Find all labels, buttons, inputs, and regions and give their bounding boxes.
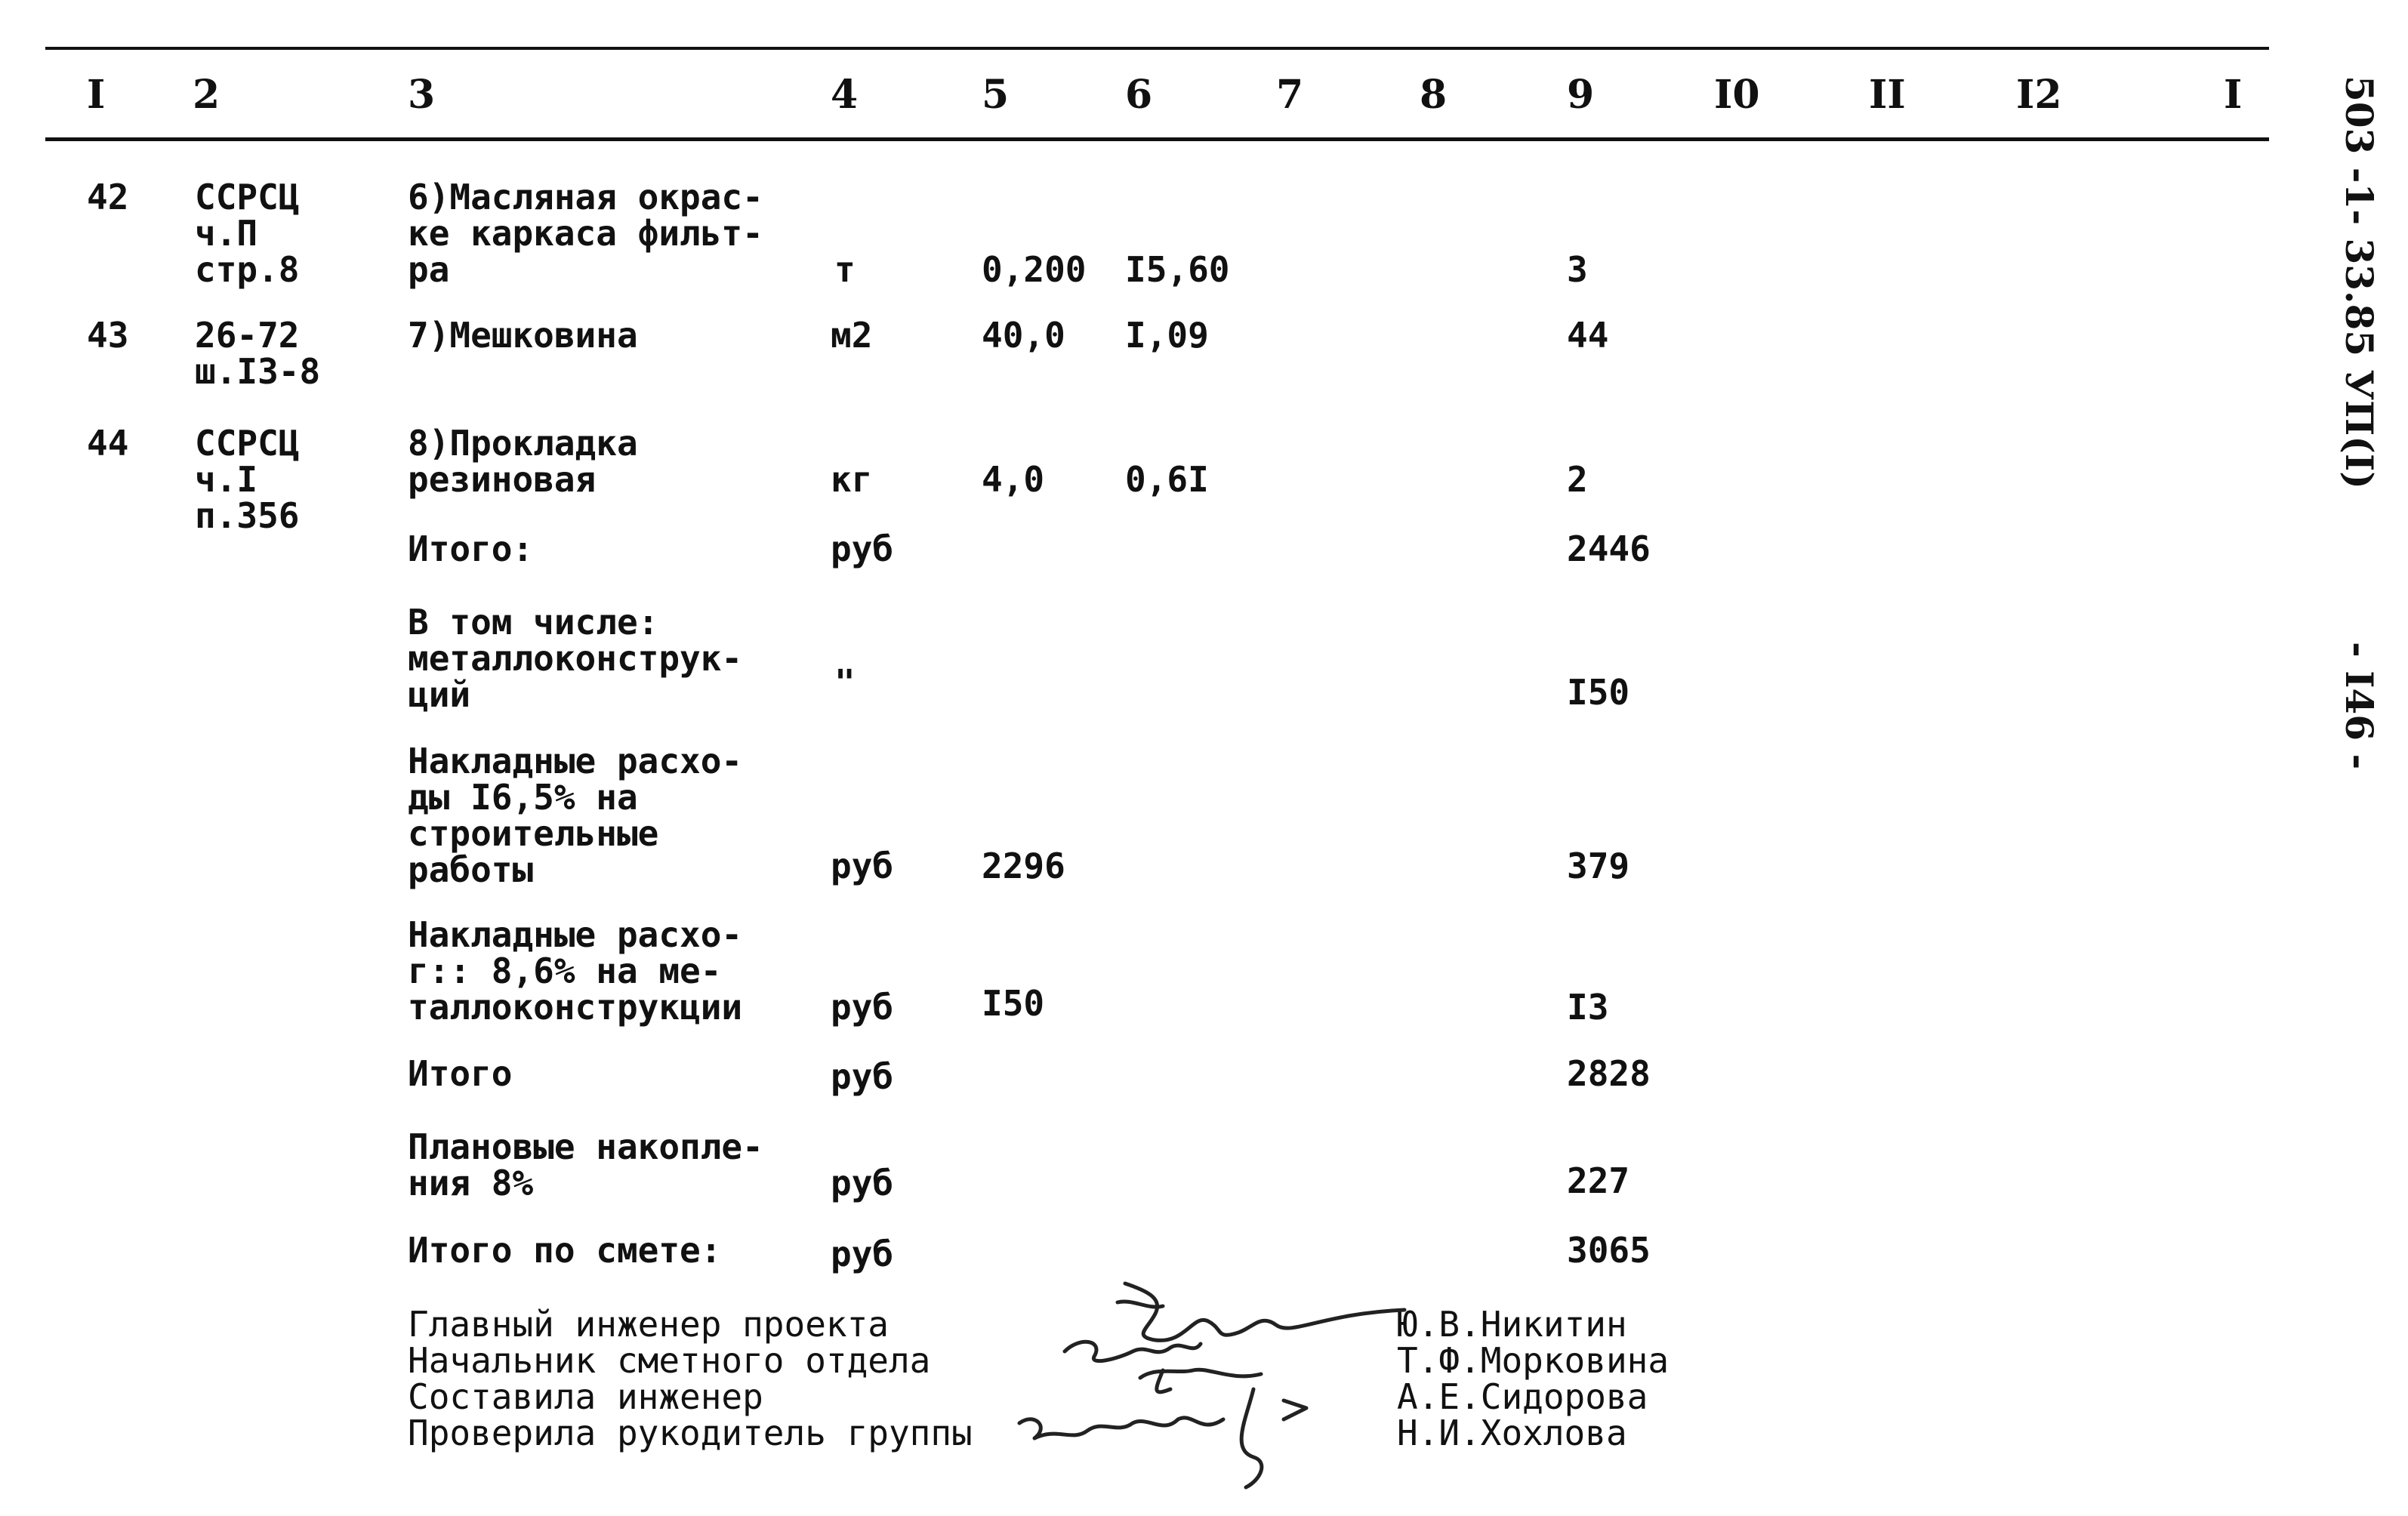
summary-total: 3065 <box>1567 1230 1651 1271</box>
top-rule <box>45 47 2269 50</box>
summary-unit: руб <box>831 1163 894 1203</box>
summary-description: Итого: <box>408 528 534 569</box>
row-unit: т <box>834 249 856 290</box>
col-header-3: 3 <box>408 72 436 118</box>
row-total: 2 <box>1567 459 1588 500</box>
row-quantity: 4,0 <box>982 459 1045 500</box>
row-unit: кг <box>831 459 873 500</box>
col-header-9: 9 <box>1567 72 1595 118</box>
summary-total: 227 <box>1567 1160 1630 1201</box>
row-price: I,09 <box>1125 315 1209 356</box>
col-header-10: I0 <box>1714 72 1760 118</box>
row-description: 7)Мешковина <box>408 315 638 356</box>
handwritten-signatures <box>1004 1268 1427 1495</box>
row-no: 43 <box>87 315 129 356</box>
col-header-13: I <box>2224 72 2243 118</box>
row-price: 0,6I <box>1125 459 1209 500</box>
summary-quantity: 2296 <box>982 846 1065 886</box>
row-reference: ССРСЦ ч.П стр.8 <box>195 177 300 290</box>
summary-unit: руб <box>831 528 894 569</box>
signatory-name: Ю.В.Никитин <box>1397 1304 1627 1345</box>
summary-total: 2446 <box>1567 528 1651 569</box>
summary-total: 2828 <box>1567 1053 1651 1094</box>
signatory-name: Н.И.Хохлова <box>1397 1413 1627 1453</box>
summary-unit: " <box>834 662 856 703</box>
summary-total: 379 <box>1567 846 1630 886</box>
row-quantity: 0,200 <box>982 249 1087 290</box>
row-description: 6)Масляная окрас- ке каркаса фильт- ра <box>408 177 763 290</box>
summary-description: Итого <box>408 1053 513 1094</box>
summary-description: Накладные расхо- ды I6,5% на строительные работы <box>408 741 743 890</box>
header-rule <box>45 137 2269 141</box>
col-header-12: I2 <box>2016 72 2062 118</box>
row-total: 44 <box>1567 315 1609 356</box>
col-header-5: 5 <box>982 72 1010 118</box>
signature-title: Проверила рукодитель группы <box>408 1413 973 1453</box>
summary-unit: руб <box>831 1234 894 1274</box>
row-reference: ССРСЦ ч.I п.356 <box>195 423 300 536</box>
col-header-6: 6 <box>1125 72 1153 118</box>
summary-unit: руб <box>831 1056 894 1097</box>
row-description: 8)Прокладка резиновая <box>408 423 638 500</box>
signatory-name: А.Е.Сидорова <box>1397 1376 1648 1417</box>
signature-title: Начальник сметного отдела <box>408 1340 931 1381</box>
row-reference: 26-72 ш.I3-8 <box>195 315 321 392</box>
summary-description: Итого по смете: <box>408 1230 722 1271</box>
row-no: 44 <box>87 423 129 464</box>
page-number: - I46 - <box>2337 642 2382 770</box>
row-quantity: 40,0 <box>982 315 1065 356</box>
signatory-name: Т.Ф.Морковина <box>1397 1340 1670 1381</box>
signature-title: Составила инженер <box>408 1376 763 1417</box>
col-header-4: 4 <box>831 72 859 118</box>
col-header-8: 8 <box>1420 72 1448 118</box>
row-unit: м2 <box>831 315 873 356</box>
summary-total: I3 <box>1567 987 1609 1028</box>
col-header-7: 7 <box>1276 72 1304 118</box>
row-price: I5,60 <box>1125 249 1230 290</box>
summary-quantity: I50 <box>982 983 1045 1024</box>
document-code: 503 -1- 33.85 УП(I) <box>2337 75 2382 489</box>
col-header-11: II <box>1869 72 1906 118</box>
summary-description: Накладные расхо- г:: 8,6% на ме- таллоконструкции <box>408 914 743 1028</box>
summary-total: I50 <box>1567 672 1630 713</box>
row-total: 3 <box>1567 249 1588 290</box>
signature-title: Главный инженер проекта <box>408 1304 889 1345</box>
row-no: 42 <box>87 177 129 217</box>
summary-unit: руб <box>831 846 894 886</box>
col-header-2: 2 <box>193 72 220 118</box>
summary-description: Плановые накопле- ния 8% <box>408 1126 763 1203</box>
summary-description: В том числе: металлоконструк- ций <box>408 602 743 715</box>
col-header-1: I <box>87 72 106 118</box>
summary-unit: руб <box>831 987 894 1028</box>
